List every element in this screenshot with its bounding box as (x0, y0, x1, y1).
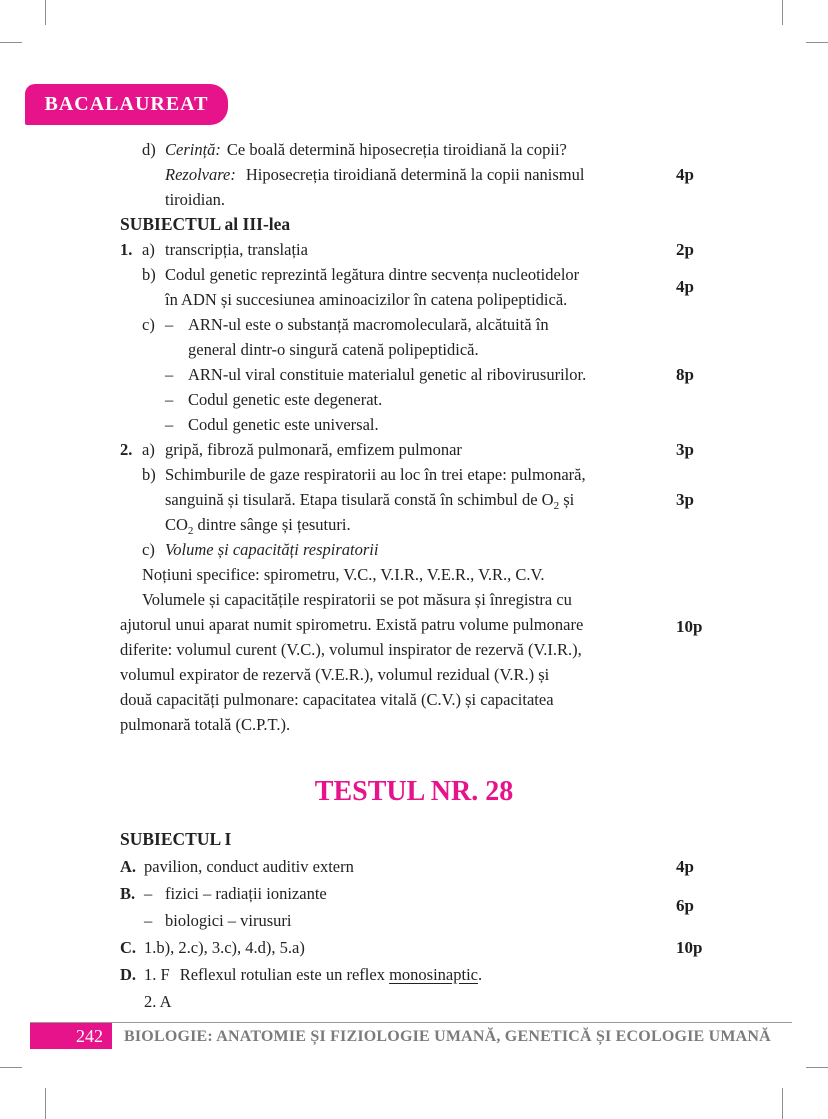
answer-D-line2: 2. A (144, 992, 172, 1011)
footer-book-title: BIOLOGIE: ANATOMIE ȘI FIZIOLOGIE UMANĂ, GENETICĂ ȘI ECOLOGIE UMANĂ (124, 1028, 771, 1045)
answer-text: pavilion, conduct auditiv extern (144, 857, 354, 876)
bacalaureat-badge (25, 84, 228, 125)
answer-text: 1.b), 2.c), 3.c), 4.d), 5.a) (144, 938, 305, 957)
item-label: c) (142, 315, 155, 334)
points-badge: 3p (676, 490, 694, 509)
item-label: c) (142, 540, 155, 559)
answer-text: transcripția, translația (165, 240, 308, 259)
answer-1c-item2 (120, 362, 700, 387)
rezolvare-label: Rezolvare: (165, 165, 236, 184)
answer-text: ARN-ul viral constituie materialul genetic al ribovirusurilor. (188, 365, 587, 384)
dash-bullet: – (165, 315, 174, 334)
answer-1b-line1 (120, 262, 700, 296)
subscript-2: 2 (187, 525, 194, 537)
points-badge: 4p (676, 277, 694, 296)
section-heading-subiectul-1: SUBIECTUL I (120, 829, 232, 849)
answer-text: dintre sânge și țesuturi. (197, 515, 351, 534)
paragraph-line: pulmonară totală (C.P.T.). (120, 715, 291, 734)
answer-d-cont-line: tiroidian. (165, 190, 226, 209)
paragraph-line: două capacități pulmonare: capacitatea vitală (C.V.) și capacitatea (120, 690, 554, 709)
answer-A-line (120, 853, 700, 880)
rezolvare-text: Hiposecreția tiroidiană determină la copii nanismul (245, 165, 585, 184)
dash-bullet: – (165, 415, 174, 434)
crop-mark (782, 1088, 783, 1119)
item-label: D. (120, 965, 137, 984)
crop-mark (45, 1088, 46, 1119)
bacalaureat-badge-label: BACALAUREAT (44, 93, 209, 115)
answer-text: Reflexul rotulian este un reflex (179, 965, 385, 984)
section-heading-subiectul-3: SUBIECTUL al III-lea (120, 214, 291, 234)
page-number: 242 (76, 1025, 103, 1046)
cerinta-label: Cerință: (165, 140, 221, 159)
answer-2b-line2 (120, 487, 700, 512)
answers-subiectul-1 (120, 826, 703, 1015)
sub-item-number: 1. F (144, 965, 170, 984)
footer-page-number-box (30, 1023, 112, 1049)
item-label: B. (120, 884, 136, 903)
crop-mark (0, 1067, 22, 1068)
item-label: b) (142, 265, 156, 284)
cerinta-text: Ce boală determină hiposecreția tiroidiană la copii? (226, 140, 567, 159)
dash-bullet: – (144, 911, 153, 930)
paragraph-line: diferite: volumul curent (V.C.), volumul inspirator de rezervă (V.I.R.), (120, 640, 582, 659)
points-badge: 3p (676, 440, 694, 459)
answer-1c-item3 (120, 387, 700, 412)
points-badge: 10p (676, 938, 703, 957)
crop-mark (0, 42, 22, 43)
answer-1c-item1-line1 (120, 312, 700, 337)
item-label: C. (120, 938, 137, 957)
answer-text: și (563, 490, 575, 509)
subscript-2: 2 (553, 500, 560, 512)
answer-C-line (120, 934, 703, 961)
points-badge: 10p (676, 617, 703, 636)
answer-text: Codul genetic este universal. (188, 415, 379, 434)
crop-mark (806, 1067, 828, 1068)
answer-2b-line3 (120, 512, 700, 537)
points-badge: 4p (676, 857, 694, 876)
crop-mark (782, 0, 783, 25)
answer-text: ARN-ul este o substanță macromoleculară, alcătuită în (188, 315, 549, 334)
answer-text: sanguină și tisulară. Etapa tisulară constă în schimbul de O (165, 490, 554, 509)
answer-text: fizici – radiații ionizante (165, 884, 327, 903)
paragraph-line: Volumele și capacitățile respiratorii se pot măsura și înregistra cu (142, 590, 572, 609)
points-badge: 8p (676, 365, 694, 384)
paragraph-text: ajutorul unui aparat numit spirometru. Există patru volume pulmonare (120, 615, 584, 634)
answer-2b-line1 (120, 462, 700, 487)
answer-text: Codul genetic este degenerat. (188, 390, 383, 409)
notiuni-line: Noțiuni specifice: spirometru, V.C., V.I.R., V.E.R., V.R., C.V. (142, 565, 545, 584)
underlined-word: monosinaptic (389, 965, 478, 984)
test-title: TESTUL NR. 28 (314, 776, 514, 807)
item-label: b) (142, 465, 156, 484)
answer-D-line1 (120, 961, 700, 988)
answer-B-line2 (120, 907, 700, 934)
answer-text: gripă, fibroză pulmonară, emfizem pulmonar (165, 440, 462, 459)
answer-text: Codul genetic reprezintă legătura dintre secvența nucleotidelor (165, 265, 580, 284)
dash-bullet: – (165, 390, 174, 409)
answer-title-italic: Volume și capacități respiratorii (165, 540, 379, 559)
crop-mark (806, 42, 828, 43)
answer-2c-line (120, 537, 700, 562)
dash-bullet: – (165, 365, 174, 384)
question-number: 1. (120, 240, 133, 259)
answer-B-line1 (120, 880, 700, 915)
answer-2a-line (120, 437, 700, 462)
answer-text: Schimburile de gaze respiratorii au loc în trei etape: pulmonară, (165, 465, 586, 484)
answer-text: biologici – virusuri (165, 911, 292, 930)
answer-text: CO (165, 515, 188, 534)
answer-1a-line (120, 237, 700, 262)
answer-1c-item4 (120, 412, 700, 437)
crop-mark (45, 0, 46, 25)
dash-bullet: – (144, 884, 153, 903)
points-badge: 2p (676, 240, 694, 259)
item-label: A. (120, 857, 137, 876)
answer-text: . (477, 965, 483, 984)
item-label: a) (142, 440, 155, 459)
paragraph-line (120, 612, 703, 637)
points-badge: 4p (676, 165, 694, 184)
answer-d-rezolvare-line (120, 162, 700, 187)
answer-d-cerinta-line (120, 137, 700, 162)
question-number: 2. (120, 440, 133, 459)
answer-1c-item1-line2: general dintr-o singură catenă polipeptidică. (188, 340, 479, 359)
paragraph-line: volumul expirator de rezervă (V.E.R.), volumul rezidual (V.R.) și (120, 665, 550, 684)
item-label: d) (142, 140, 156, 159)
answers-subiectul-3 (120, 137, 703, 737)
answer-1b-line2: în ADN și succesiunea aminoacizilor în catena polipeptidică. (165, 290, 568, 309)
item-label: a) (142, 240, 155, 259)
points-badge: 6p (676, 896, 694, 915)
